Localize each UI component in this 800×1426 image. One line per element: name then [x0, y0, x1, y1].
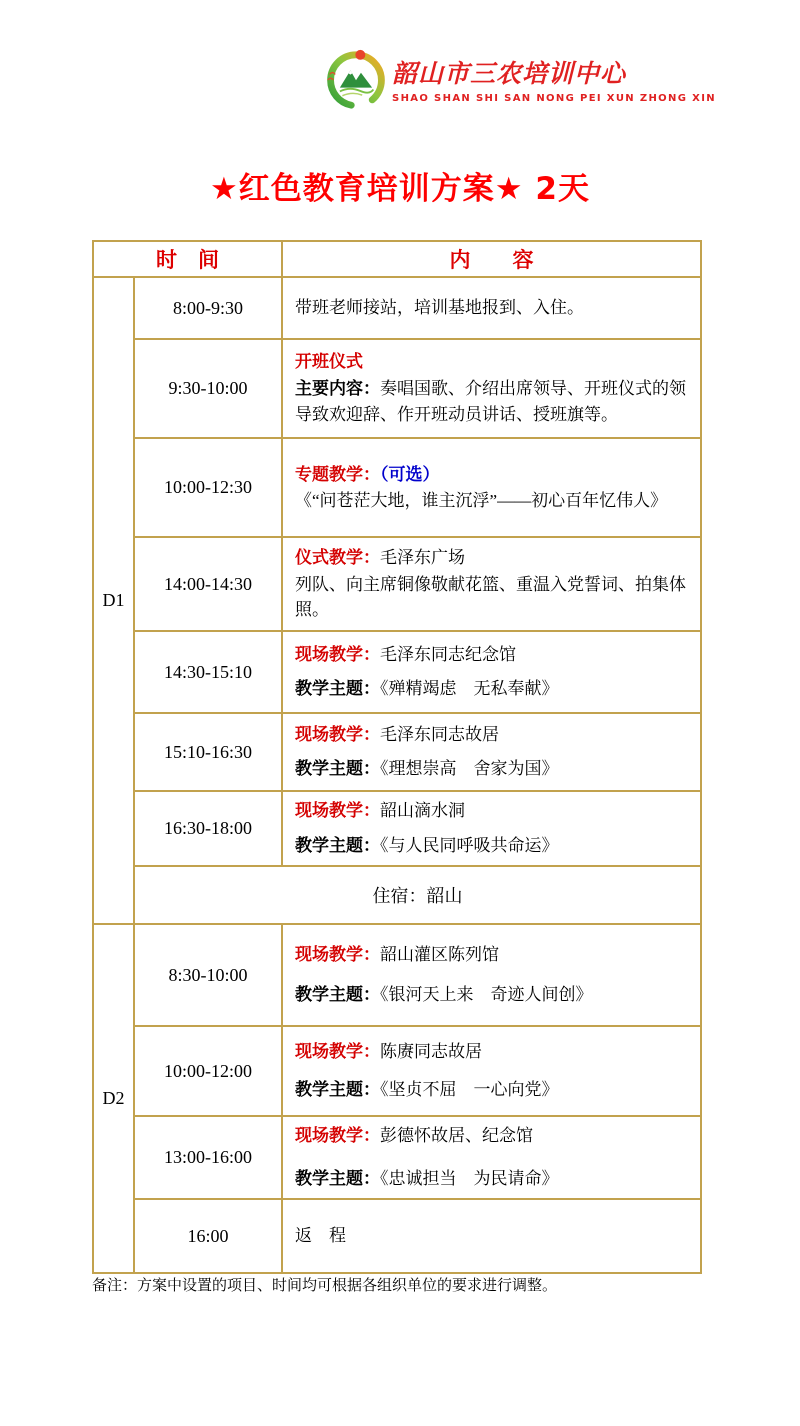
content-line	[295, 942, 688, 969]
content-cell	[282, 1199, 701, 1273]
field-waves-icon	[340, 89, 373, 93]
content-line	[295, 1123, 688, 1150]
content-line	[295, 349, 688, 376]
content-cell	[282, 537, 701, 631]
time-cell: 15:10-16:30	[134, 713, 282, 791]
text: 毛泽东同志故居	[380, 724, 499, 744]
content-line	[295, 462, 688, 489]
footer-note: 备注：方案中设置的项目、时间均可根据各组织单位的要求进行调整。	[92, 1278, 558, 1294]
table-row	[93, 713, 701, 791]
content-line	[295, 1077, 688, 1104]
lodging-cell: 住宿：韶山	[134, 866, 701, 924]
table-row	[93, 277, 701, 339]
content-cell	[282, 277, 701, 339]
table-row	[93, 438, 701, 537]
logo	[325, 46, 716, 112]
content-line	[295, 376, 688, 428]
content-cell	[282, 631, 701, 713]
page-title: ★红色教育培训方案★ 2天	[210, 171, 590, 207]
bold-label: 教学主题：	[295, 985, 380, 1005]
table-row	[93, 339, 701, 438]
text: 《忠诚担当 为民请命》	[380, 1168, 559, 1188]
content-line	[295, 295, 688, 321]
content-line	[295, 722, 688, 749]
content-cell	[282, 1026, 701, 1116]
text: 韶山滴水洞	[380, 801, 465, 820]
content-cell	[282, 339, 701, 438]
time-cell: 10:00-12:30	[134, 438, 282, 537]
table-row	[93, 1199, 701, 1273]
logo-name-cn: 韶山市三农培训中心	[392, 59, 627, 88]
time-column-header: 时 间	[93, 241, 282, 277]
red-label: 现场教学：	[295, 644, 380, 665]
mountains-icon	[340, 70, 372, 87]
table-row	[93, 1026, 701, 1116]
red-label: 现场教学：	[295, 801, 380, 821]
text: 毛泽东广场	[380, 548, 465, 568]
content-line	[295, 982, 688, 1009]
bold-label: 教学主题：	[295, 1080, 380, 1100]
day-cell-d2: D2	[93, 924, 134, 1273]
content-line	[295, 1223, 688, 1249]
text: 《“问苍茫大地，谁主沉浮”——初心百年忆伟人》	[295, 491, 668, 510]
table-row	[93, 924, 701, 1026]
schedule-table	[92, 240, 702, 1274]
blue-label: （可选）	[380, 464, 440, 485]
red-label: 仪式教学：	[295, 548, 380, 569]
time-cell: 9:30-10:00	[134, 339, 282, 438]
logo-text	[392, 54, 716, 104]
time-cell: 10:00-12:00	[134, 1026, 282, 1116]
red-label: 现场教学：	[295, 944, 380, 965]
time-cell: 8:00-9:30	[134, 277, 282, 339]
day-cell-d1: D1	[93, 277, 134, 924]
text: 返 程	[295, 1226, 346, 1246]
text: 《殚精竭虑 无私奉献》	[380, 679, 559, 698]
mountain-sun-ring-emblem-icon	[325, 46, 387, 112]
content-cell	[282, 924, 701, 1026]
text: 列队、向主席铜像敬献花篮、重温入党誓词、拍集体照。	[295, 574, 686, 620]
red-label: 现场教学：	[295, 1126, 380, 1146]
table-row	[93, 1116, 701, 1199]
sun-icon	[355, 50, 365, 60]
content-line	[295, 572, 688, 623]
time-cell: 14:30-15:10	[134, 631, 282, 713]
red-label: 开班仪式	[295, 352, 363, 373]
content-cell	[282, 1116, 701, 1199]
bold-label: 教学主题：	[295, 759, 380, 779]
red-label: 现场教学：	[295, 724, 380, 745]
table-header-row	[93, 241, 701, 277]
text: 彭德怀故居、纪念馆	[380, 1126, 533, 1145]
red-label: 现场教学：	[295, 1041, 380, 1062]
table-row	[93, 537, 701, 631]
bold-label: 教学主题：	[295, 1168, 380, 1189]
text: 韶山灌区陈列馆	[380, 944, 499, 964]
time-cell: 16:30-18:00	[134, 791, 282, 866]
text: 《坚贞不屈 一心向党》	[380, 1080, 559, 1099]
table-row	[93, 631, 701, 713]
content-column-header: 内 容	[282, 241, 701, 277]
text: 《理想崇高 舍家为国》	[380, 759, 559, 778]
content-line	[295, 1039, 688, 1066]
content-line	[295, 756, 688, 783]
time-cell: 16:00	[134, 1199, 282, 1273]
content-line	[295, 1166, 688, 1193]
text: 带班老师接站，培训基地报到、入住。	[295, 298, 584, 318]
text: 毛泽东同志纪念馆	[380, 644, 516, 664]
schedule-body	[93, 277, 701, 1273]
text: 陈赓同志故居	[380, 1041, 482, 1061]
table-row	[93, 791, 701, 866]
bold-label: 主要内容：	[295, 378, 380, 399]
text: 奏唱国歌、介绍出席领导、开班仪式的领导致欢迎辞、作开班动员讲话、授班旗等。	[295, 378, 686, 425]
text: 《与人民同呼吸共命运》	[380, 835, 559, 855]
text: 《银河天上来 奇迹人间创》	[380, 985, 593, 1004]
content-line	[295, 798, 688, 825]
red-label: 专题教学：	[295, 464, 380, 485]
bold-label: 教学主题：	[295, 835, 380, 856]
content-line	[295, 488, 688, 514]
content-cell	[282, 438, 701, 537]
content-line	[295, 676, 688, 703]
schedule-table-wrap	[92, 240, 702, 1274]
time-cell: 8:30-10:00	[134, 924, 282, 1026]
logo-name-pinyin: SHAO SHAN SHI SAN NONG PEI XUN ZHONG XIN	[392, 93, 716, 104]
bold-label: 教学主题：	[295, 679, 380, 699]
table-row	[93, 866, 701, 924]
time-cell: 13:00-16:00	[134, 1116, 282, 1199]
time-cell: 14:00-14:30	[134, 537, 282, 631]
content-line	[295, 545, 688, 572]
content-cell	[282, 791, 701, 866]
content-cell	[282, 713, 701, 791]
content-line	[295, 833, 688, 860]
content-line	[295, 642, 688, 669]
